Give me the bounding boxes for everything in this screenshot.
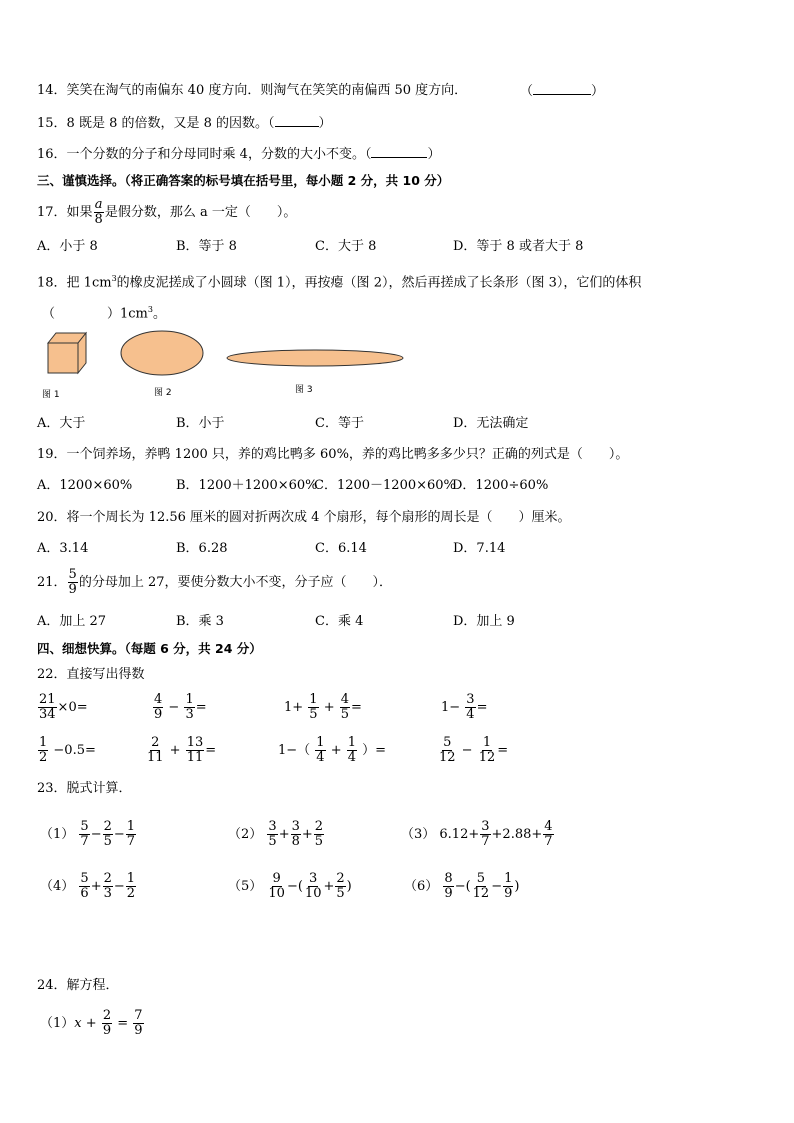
fig3-label: 图 3 xyxy=(295,385,313,395)
section-3-heading: 三、谨慎选择。（将正确答案的标号填在括号里，每小题 2 分，共 10 分） xyxy=(37,173,450,188)
answer-blank-16[interactable] xyxy=(371,145,427,158)
q23-expr-6: （6） $\frac{8}{9}$ −( $\frac{5}{12}$ − $\frac{1}{9}$ ) xyxy=(404,871,520,901)
q19-option-b[interactable]: B．1200＋1200×60% xyxy=(176,478,318,493)
q21-option-c[interactable]: C．乘 4 xyxy=(315,614,364,629)
fig2-label: 图 2 xyxy=(154,388,172,398)
q22-expr-2: $\frac{4}{9}$ − $\frac{1}{3}$ = xyxy=(154,692,207,722)
q21-option-b[interactable]: B．乘 3 xyxy=(176,614,224,629)
question-16: 16．一个分数的分子和分母同时乘 4，分数的大小不变。（ ） xyxy=(37,147,441,162)
question-21: 21． $\frac{5}{9}$ 的分母加上 27，要使分数大小不变，分子应（ ）． xyxy=(37,567,393,597)
question-15: 15．8 既是 8 的倍数，又是 8 的因数。（ ） xyxy=(37,116,332,131)
q23-expr-5: （5） $\frac{9}{10}$ −( $\frac{3}{10}$ + $\frac{2}{5}$ ) xyxy=(228,871,352,901)
q22-expr-3: 1+ $\frac{1}{5}$ + $\frac{4}{5}$ = xyxy=(284,692,362,722)
q22-expr-7: 1−（ $\frac{1}{4}$ + $\frac{1}{4}$ ）= xyxy=(278,735,387,765)
section-4-heading: 四、细想快算。（每题 6 分，共 24 分） xyxy=(37,641,262,656)
q20-option-c[interactable]: C．6.14 xyxy=(315,541,367,556)
q23-expr-3: （3） 6.12+ $\frac{3}{7}$ +2.88+ $\frac{4}{7}$ xyxy=(401,819,553,849)
answer-blank-14[interactable]: （ ） xyxy=(520,84,605,99)
cube-figure xyxy=(48,333,86,373)
q21-option-d[interactable]: D．加上 9 xyxy=(453,614,515,629)
q22-expr-8: $\frac{5}{12}$ − $\frac{1}{12}$ = xyxy=(439,735,509,765)
question-22: 22．直接写出得数 xyxy=(37,667,145,682)
q20-option-b[interactable]: B．6.28 xyxy=(176,541,228,556)
q24-equation-1: （1）x + $\frac{2}{9}$ = $\frac{7}{9}$ xyxy=(40,1008,143,1038)
q20-option-a[interactable]: A．3.14 xyxy=(37,541,89,556)
q23-expr-4: （4） $\frac{5}{6}$ + $\frac{2}{3}$ − $\frac{1}{2}$ xyxy=(40,871,136,901)
question-24: 24．解方程． xyxy=(37,978,119,993)
q18-option-c[interactable]: C．等于 xyxy=(315,416,364,431)
q17-option-b[interactable]: B．等于 8 xyxy=(176,239,237,254)
question-23: 23．脱式计算． xyxy=(37,781,132,796)
fig1-label: 图 1 xyxy=(42,390,60,400)
q19-option-d[interactable]: D．1200÷60% xyxy=(452,478,549,493)
q22-expr-6: $\frac{2}{11}$ + $\frac{13}{11}$ = xyxy=(147,735,217,765)
question-20: 20．将一个周长为 12.56 厘米的圆对折两次成 4 个扇形，每个扇形的周长是（ ）厘米。 xyxy=(37,510,571,525)
q21-option-a[interactable]: A．加上 27 xyxy=(37,614,107,629)
q18-option-d[interactable]: D．无法确定 xyxy=(453,416,529,431)
q18-option-a[interactable]: A．大于 xyxy=(37,416,86,431)
q17-option-a[interactable]: A．小于 8 xyxy=(37,239,98,254)
q23-expr-2: （2） $\frac{3}{5}$ + $\frac{3}{8}$ + $\frac{2}{5}$ xyxy=(228,819,324,849)
flattened-ball-figure xyxy=(121,331,203,375)
q19-option-c[interactable]: C．1200－1200×60% xyxy=(314,478,456,493)
q22-expr-1: $\frac{21}{34}$ ×0= xyxy=(39,692,88,722)
q17-option-d[interactable]: D．等于 8 或者大于 8 xyxy=(453,239,584,254)
q23-expr-1: （1） $\frac{5}{7}$ − $\frac{2}{5}$ − $\frac{1}{7}$ xyxy=(40,819,136,849)
q18-option-b[interactable]: B．小于 xyxy=(176,416,225,431)
answer-blank-15[interactable] xyxy=(275,114,319,127)
q22-expr-5: $\frac{1}{2}$ −0.5= xyxy=(39,735,96,765)
q22-expr-4: 1− $\frac{3}{4}$ = xyxy=(441,692,488,722)
long-strip-figure xyxy=(227,350,403,366)
question-17: 17．如果 $\frac{a}{8}$ 是假分数，那么 a 一定（ ）。 xyxy=(37,197,297,227)
q20-option-d[interactable]: D．7.14 xyxy=(453,541,506,556)
q19-option-a[interactable]: A．1200×60% xyxy=(37,478,133,493)
q17-option-c[interactable]: C．大于 8 xyxy=(315,239,377,254)
question-18-line2: （ ）$1cm^3$。 xyxy=(42,305,166,322)
question-14: 14．笑笑在淘气的南偏东 40 度方向．则淘气在笑笑的南偏西 50 度方向． xyxy=(37,83,468,98)
question-19: 19．一个饲养场，养鸭 1200 只，养的鸡比鸭多 60%，养的鸡比鸭多多少只？正确的列式是（ ）。 xyxy=(37,447,629,462)
question-18: 18．把 $1cm^3$的橡皮泥搓成了小圆球（图 1），再按瘪（图 2），然后再搓成了长条形（图 3），它们的体积 xyxy=(37,274,642,291)
q18-figures xyxy=(40,325,420,405)
